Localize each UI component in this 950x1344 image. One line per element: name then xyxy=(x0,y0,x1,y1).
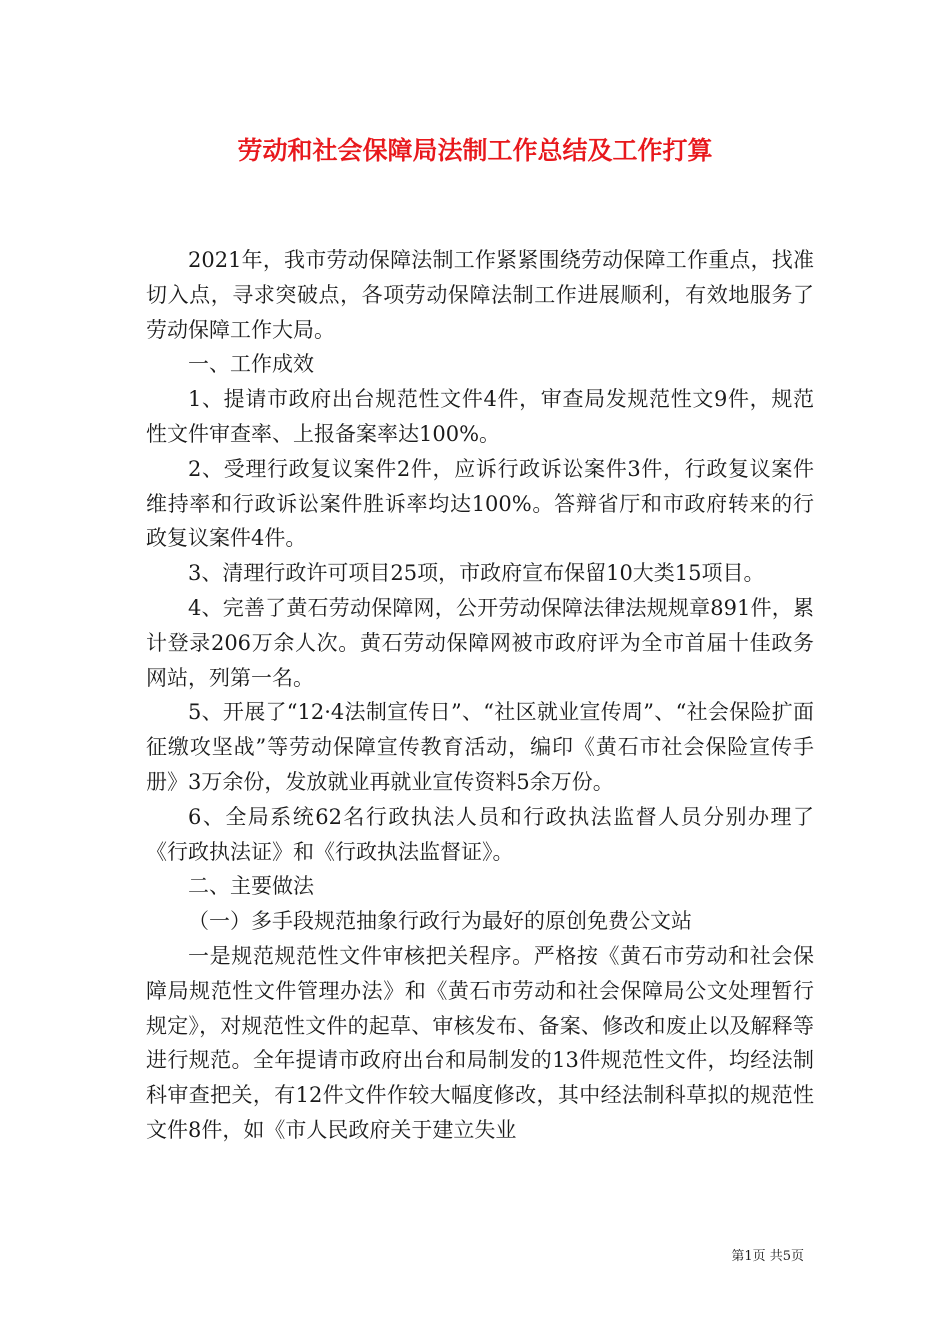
paragraph-item-2: 2、受理行政复议案件2件，应诉行政诉讼案件3件，行政复议案件维持率和行政诉讼案件胜诉率均达100%。答辩省厅和市政府转来的行政复议案件4件。 xyxy=(146,456,814,551)
paragraph-intro: 2021年，我市劳动保障法制工作紧紧围绕劳动保障工作重点，找准切入点，寻求突破点，各项劳动保障法制工作进展顺利，有效地服务了劳动保障工作大局。 xyxy=(146,248,814,342)
paragraph-item-3: 3、清理行政许可项目25项，市政府宣布保留10大类15项目。 xyxy=(188,561,765,586)
paragraph-method-1: 一是规范规范性文件审核把关程序。严格按《黄石市劳动和社会保障局规范性文件管理办法》和《黄石市劳动和社会保障局公文处理暂行规定》，对规范性文件的起草、审核发布、备案、修改和废止以及解释等进行规范。全年提请市政府出台和局制发的13件规范性文件，均经法制科审查把关，有12件文件作较大幅度修改，其中经法制科草拟的规范性文件8件，如《市人民政府关于建立失业 xyxy=(146,943,814,1142)
section-heading-results: 一、工作成效 xyxy=(188,352,314,377)
subsection-heading-1: （一）多手段规范抽象行政行为最好的原创免费公文站 xyxy=(188,909,692,934)
paragraph-item-1: 1、提请市政府出台规范性文件4件，审查局发规范性文9件，规范性文件审查率、上报备案率达100%。 xyxy=(146,387,814,446)
paragraph-item-5: 5、开展了“12·4法制宣传日”、“社区就业宣传周”、“社会保险扩面征缴攻坚战”等劳动保障宣传教育活动，编印《黄石市社会保险宣传手册》3万余份，发放就业再就业宣传资料5余万份。 xyxy=(146,700,814,794)
document-title: 劳动和社会保障局法制工作总结及工作打算 xyxy=(237,136,713,165)
page-number: 第1页 共5页 xyxy=(731,1249,804,1264)
paragraph-item-4: 4、完善了黄石劳动保障网，公开劳动保障法律法规规章891件，累计登录206万余人次。黄石劳动保障网被市政府评为全市首届十佳政务网站，列第一名。 xyxy=(146,595,814,690)
document-body xyxy=(146,243,814,1148)
section-heading-methods: 二、主要做法 xyxy=(188,874,314,899)
paragraph-item-6: 6、全局系统62名行政执法人员和行政执法监督人员分别办理了《行政执法证》和《行政执法监督证》。 xyxy=(146,804,814,864)
